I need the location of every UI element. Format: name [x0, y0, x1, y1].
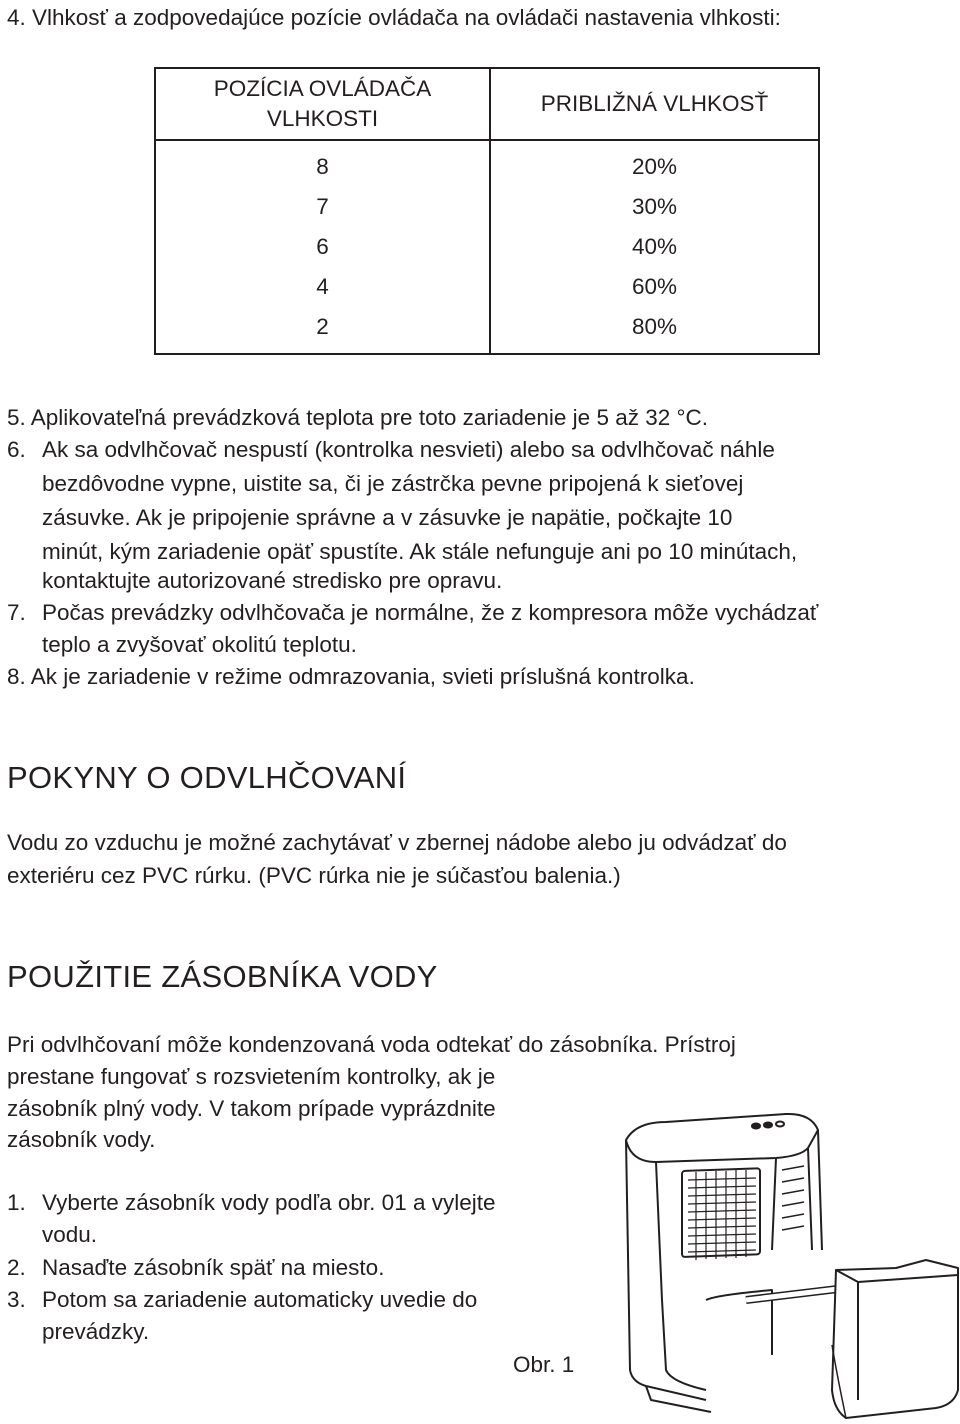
step-3-line: prevádzky. [42, 1319, 150, 1344]
table-cell-humidity: 30% [490, 187, 819, 227]
table-row [155, 307, 819, 354]
table-cell-position: 8 [155, 140, 490, 187]
item-6-line: bezdôvodne vypne, uistite sa, či je zástrčka pevne pripojená k sieťovej [42, 471, 744, 496]
table-cell-humidity: 80% [490, 307, 819, 354]
item-6-line: Ak sa odvlhčovač nespustí (kontrolka nesvieti) alebo sa odvlhčovač náhle [42, 437, 775, 462]
item-6-line: minút, kým zariadenie opäť spustíte. Ak stále nefunguje ani po 10 minútach, [42, 539, 798, 564]
table-cell-position: 7 [155, 187, 490, 227]
header-approx-humidity: PRIBLIŽNÁ VLHKOSŤ [490, 68, 819, 140]
table-cell-humidity: 20% [490, 140, 819, 187]
step-1-line: Vyberte zásobník vody podľa obr. 01 a vylejte [42, 1190, 496, 1215]
item-6-number: 6. [7, 437, 26, 462]
section-title-dehumidification: POKYNY O ODVLHČOVANÍ [7, 760, 407, 795]
table-header-row [155, 68, 819, 140]
section-title-water-tank: POUŽITIE ZÁSOBNÍKA VODY [7, 959, 438, 994]
item-6-line: zásuvke. Ak je pripojenie správne a v zásuvke je napätie, počkajte 10 [42, 505, 733, 530]
item-7-number: 7. [7, 600, 26, 625]
dehumidifier-drawing [596, 1100, 960, 1419]
figure-caption: Obr. 1 [513, 1352, 575, 1377]
section2-paragraph-line: zásobník vody. [7, 1127, 156, 1152]
table-cell-humidity: 40% [490, 227, 819, 267]
table-cell-position: 4 [155, 267, 490, 307]
step-3-line: Potom sa zariadenie automaticky uvedie do [42, 1287, 478, 1312]
humidity-table [154, 67, 820, 355]
step-2-number: 2. [7, 1255, 26, 1280]
step-2-line: Nasaďte zásobník späť na miesto. [42, 1255, 385, 1280]
item-5-text: 5. Aplikovateľná prevádzková teplota pre toto zariadenie je 5 až 32 °C. [7, 405, 708, 430]
table-cell-humidity: 60% [490, 267, 819, 307]
section1-paragraph-line: exteriéru cez PVC rúrku. (PVC rúrka nie je súčasťou balenia.) [7, 863, 621, 888]
section2-paragraph-line: zásobník plný vody. V takom prípade vyprázdnite [7, 1096, 496, 1121]
item-7-line: teplo a zvyšovať okolitú teplotu. [42, 632, 357, 657]
table-row [155, 227, 819, 267]
dehumidifier-illustration [596, 1100, 960, 1419]
table-row [155, 267, 819, 307]
table-row [155, 140, 819, 187]
item-8-text: 8. Ak je zariadenie v režime odmrazovania, svieti príslušná kontrolka. [7, 664, 695, 689]
item-7-line: Počas prevádzky odvlhčovača je normálne, že z kompresora môže vychádzať [42, 600, 819, 625]
table-cell-position: 2 [155, 307, 490, 354]
section2-paragraph-line: prestane fungovať s rozsvietením kontrolky, ak je [7, 1064, 496, 1089]
table-cell-position: 6 [155, 227, 490, 267]
step-1-line: vodu. [42, 1222, 98, 1247]
header-control-position: POZÍCIA OVLÁDAČA VLHKOSTI [155, 68, 490, 140]
item-4-text: 4. Vlhkosť a zodpovedajúce pozície ovládača na ovládači nastavenia vlhkosti: [7, 5, 781, 30]
section2-paragraph-line: Pri odvlhčovaní môže kondenzovaná voda odtekať do zásobníka. Prístroj [7, 1032, 736, 1057]
table-row [155, 187, 819, 227]
item-6-line: kontaktujte autorizované stredisko pre opravu. [42, 568, 503, 593]
step-3-number: 3. [7, 1287, 26, 1312]
section1-paragraph-line: Vodu zo vzduchu je možné zachytávať v zbernej nádobe alebo ju odvádzať do [7, 830, 787, 855]
step-1-number: 1. [7, 1190, 26, 1215]
